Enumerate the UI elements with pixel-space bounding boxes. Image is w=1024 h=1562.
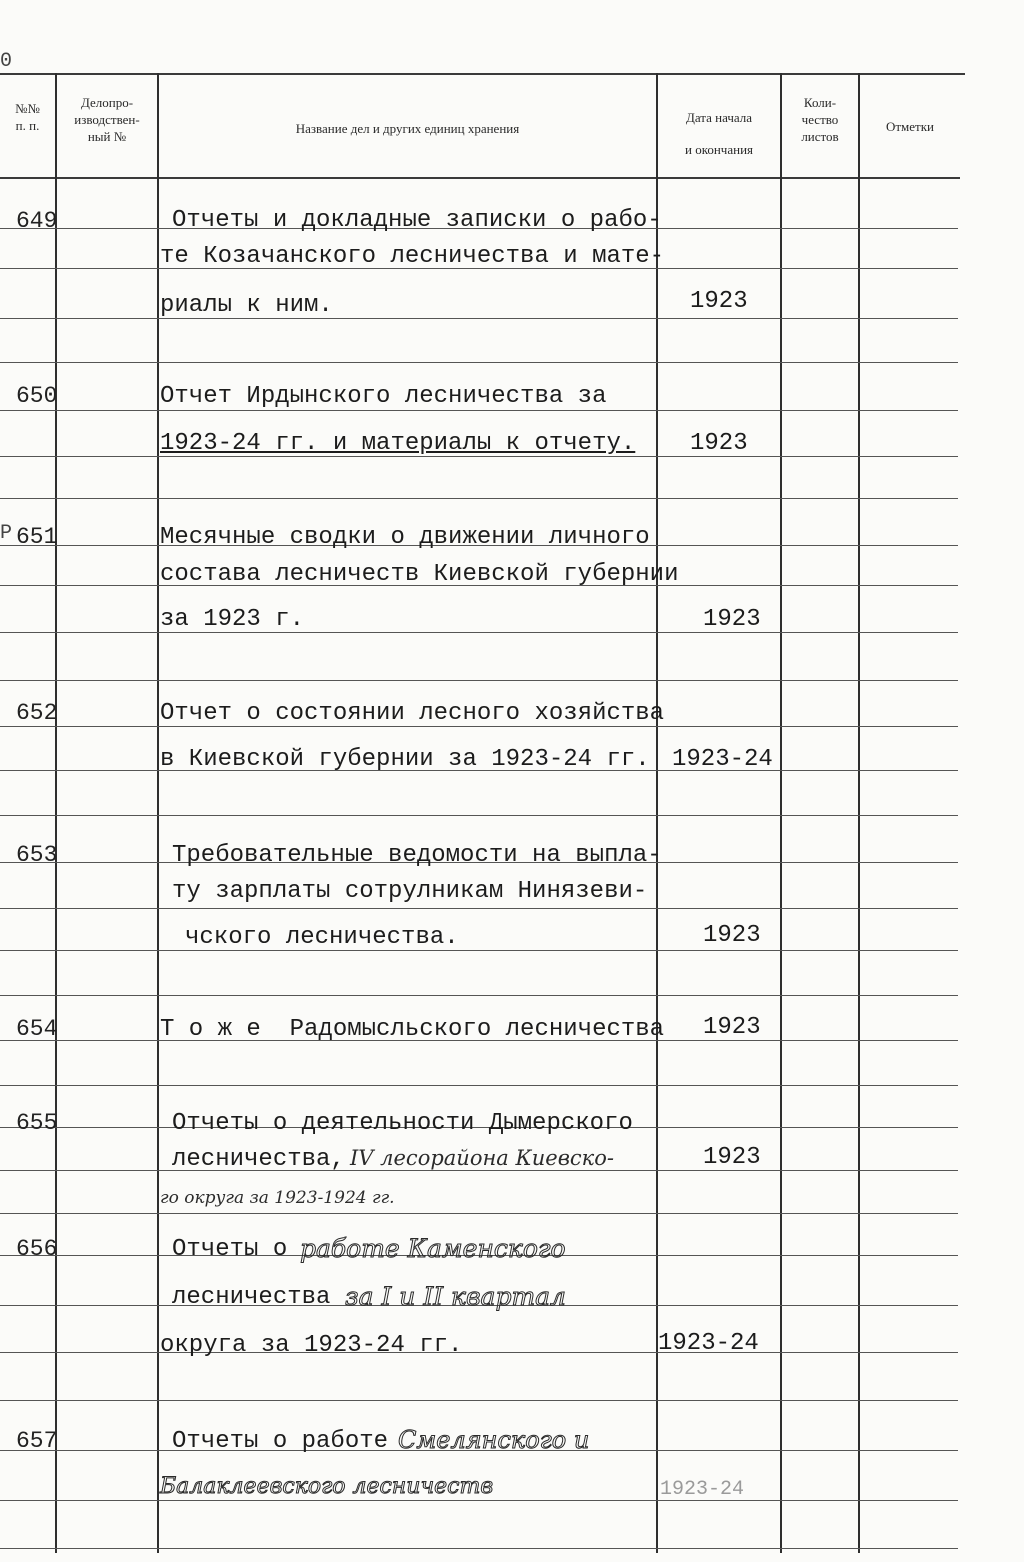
record-title-line: в Киевской губернии за 1923-24 гг. xyxy=(160,746,650,773)
header-bottom-rule xyxy=(0,177,960,179)
record-number: 657 xyxy=(16,1428,58,1454)
record-title-line: Т о ж е Радомысльского лесничества xyxy=(160,1016,665,1043)
column-rule-4 xyxy=(780,73,782,1553)
header-dates: Дата начала и окончания xyxy=(684,110,754,157)
record-date: 1923-24 xyxy=(672,746,773,773)
record-number: 650 xyxy=(16,383,58,409)
record-title-line: лесничества xyxy=(172,1284,331,1311)
record-title-line: Отчет о состоянии лесного хозяйства xyxy=(160,700,665,727)
record-title-line: Месячные сводки о движении личного xyxy=(160,524,650,551)
ledger-rule xyxy=(0,632,958,633)
record-number: 654 xyxy=(16,1016,58,1042)
ledger-rule xyxy=(0,815,958,816)
ledger-rule xyxy=(0,498,958,499)
record-date: 1923 xyxy=(690,430,748,457)
record-number: 651 xyxy=(16,524,58,550)
record-title-line: Требовательные ведомости на выпла- xyxy=(172,842,662,869)
header-sheets: Коли- чество листов xyxy=(801,95,839,144)
ledger-rule xyxy=(0,1548,958,1549)
ledger-rule xyxy=(0,1170,958,1171)
record-handwritten-line: Смелянского и xyxy=(398,1426,590,1454)
ledger-rule xyxy=(0,1500,958,1501)
corner-mark-side: P xyxy=(0,522,13,545)
record-title-line: за 1923 г. xyxy=(160,606,305,633)
ledger-rule xyxy=(0,1213,958,1214)
column-rule-2 xyxy=(157,73,159,1553)
record-handwritten-line: го округа за 1923-1924 гг. xyxy=(160,1188,395,1208)
ledger-rule xyxy=(0,362,958,363)
record-title-line: округа за 1923-24 гг. xyxy=(160,1332,463,1359)
record-number: 653 xyxy=(16,842,58,868)
header-number: №№ п. п. xyxy=(15,101,40,133)
record-number: 656 xyxy=(16,1236,58,1262)
ledger-rule xyxy=(0,908,958,909)
record-title-line: те Козачанского лесничества и мате- xyxy=(160,243,665,270)
ledger-rule xyxy=(0,1352,958,1353)
header-office-number: Делопро- изводствен- ный № xyxy=(74,95,140,144)
record-title-line: чского лесничества. xyxy=(185,924,459,951)
ledger-rule xyxy=(0,680,958,681)
record-title-line: Отчет Ирдынского лесничества за xyxy=(160,383,607,410)
header-top-rule xyxy=(0,73,965,75)
record-title-line: Отчеты о xyxy=(172,1236,288,1263)
record-number: 652 xyxy=(16,700,58,726)
record-title-line: Отчеты и докладные записки о рабо- xyxy=(172,207,662,234)
ledger-rule xyxy=(0,950,958,951)
corner-mark-top: 0 xyxy=(0,50,13,73)
record-date: 1923 xyxy=(690,288,748,315)
record-title-line: Отчеты о деятельности Дымерского xyxy=(172,1110,633,1137)
record-date: 1923 xyxy=(703,606,761,633)
record-handwritten-line: IV лесорайона Киевско- xyxy=(350,1146,614,1170)
ledger-rule xyxy=(0,410,958,411)
record-date: 1923-24 xyxy=(658,1330,759,1357)
ledger-rule xyxy=(0,1400,958,1401)
column-rule-1 xyxy=(55,73,57,1553)
record-number: 655 xyxy=(16,1110,58,1136)
record-title-line: ту зарплаты сотрулникам Нинязеви- xyxy=(172,878,648,905)
ledger-rule xyxy=(0,1085,958,1086)
record-date: 1923-24 xyxy=(660,1478,745,1501)
record-handwritten-line: Балаклеевского лесничеств xyxy=(160,1474,494,1499)
header-title: Название дел и других единиц хранения xyxy=(295,121,520,136)
record-handwritten-line: за I и II квартал xyxy=(345,1282,566,1311)
record-date: 1923 xyxy=(703,1014,761,1041)
record-handwritten-line: работе Каменского xyxy=(300,1234,566,1263)
record-title-line: лесничества, xyxy=(172,1146,345,1173)
ledger-rule xyxy=(0,995,958,996)
record-date: 1923 xyxy=(703,1144,761,1171)
header-notes: Отметки xyxy=(885,119,935,134)
record-title-line: 1923-24 гг. и материалы к отчету. xyxy=(160,430,636,457)
ledger-rule xyxy=(0,318,958,319)
record-date: 1923 xyxy=(703,922,761,949)
column-rule-5 xyxy=(858,73,860,1553)
record-number: 649 xyxy=(16,208,58,234)
record-title-line: Отчеты о работе xyxy=(172,1428,389,1455)
record-title-line: состава лесничеств Киевской губернии xyxy=(160,561,679,588)
record-title-line: риалы к ним. xyxy=(160,292,333,319)
